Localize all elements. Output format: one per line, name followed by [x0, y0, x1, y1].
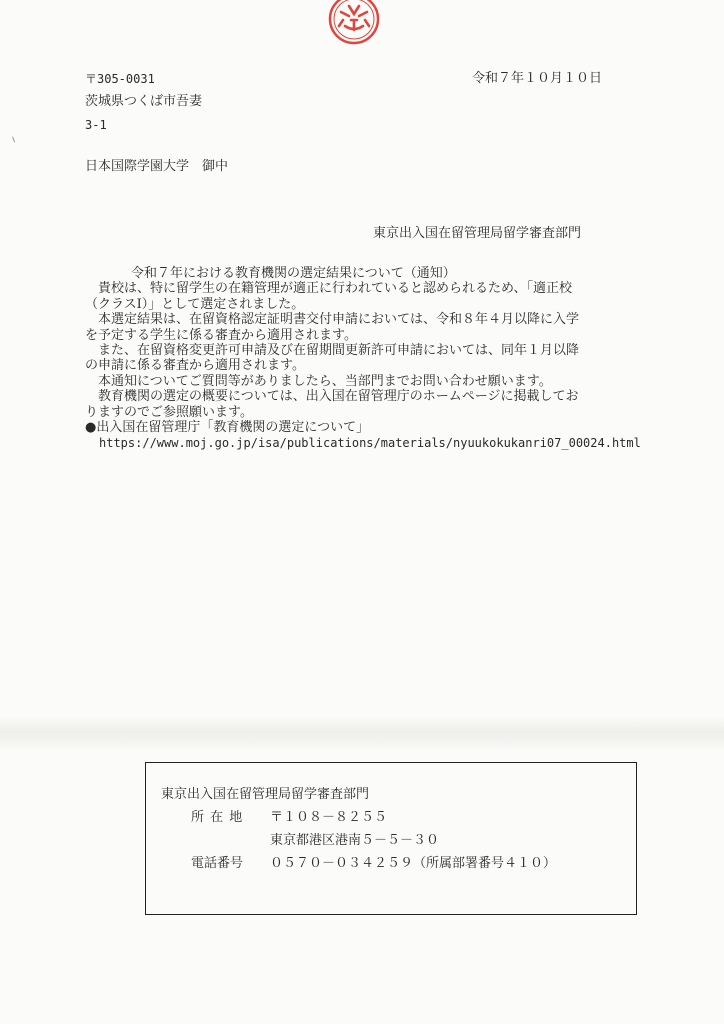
body-line: の申請に係る審査から適用されます。	[85, 358, 305, 374]
phone-label: 電話番号	[191, 856, 244, 871]
reference-heading: ●出入国在留管理庁「教育機関の選定について」	[85, 420, 370, 436]
body-line: 教育機関の選定の概要については、出入国在留管理庁のホームページに掲載してお	[98, 389, 579, 405]
address-line-2: 3-1	[85, 118, 107, 132]
body-line: りますのでご参照願います。	[85, 404, 253, 420]
recipient-name: 日本国際学園大学 御中	[85, 159, 229, 174]
postal-code: 〒305-0031	[85, 72, 155, 86]
body-line: 本通知についてご質問等がありましたら、当部門までお問い合わせ願います。	[98, 373, 552, 389]
contact-phone: ０５７０－０３４２５９（所属部署番号４１０）	[270, 856, 557, 871]
address-line-1: 茨城県つくば市吾妻	[85, 94, 203, 109]
notice-body	[85, 266, 645, 452]
reference-url-link[interactable]: https://www.moj.go.jp/isa/publications/materials/nyuukokukanri07_00024.html	[99, 436, 641, 451]
issue-date: 令和７年１０月１０日	[472, 71, 603, 86]
body-line: 貴校は、特に留学生の在籍管理が適正に行われていると認められるため、「適正校	[98, 281, 572, 297]
contact-address: 東京都港区港南５－５－３０	[270, 833, 440, 848]
scan-fold-shadow	[0, 716, 724, 752]
contact-info-box	[145, 762, 637, 915]
body-line: また、在留資格変更許可申請及び在留期間更新許可申請においては、同年１月以降	[98, 343, 580, 359]
official-seal-stamp	[327, 0, 381, 46]
body-line: を予定する学生に係る審査から適用されます。	[85, 327, 357, 343]
notice-title: 令和７年における教育機関の選定結果について（通知）	[131, 266, 456, 281]
contact-office-name: 東京出入国在留管理局留学審査部門	[161, 787, 370, 802]
sender-name: 東京出入国在留管理局留学審査部門	[373, 226, 582, 241]
body-line: 本選定結果は、在留資格認定証明書交付申請においては、令和８年４月以降に入学	[98, 312, 580, 328]
body-line: （クラスⅠ）」として選定されました。	[85, 296, 305, 312]
address-label: 所 在 地	[191, 810, 244, 825]
contact-postal-code: 〒１０８－８２５５	[270, 810, 388, 825]
stray-scan-mark	[12, 135, 18, 142]
